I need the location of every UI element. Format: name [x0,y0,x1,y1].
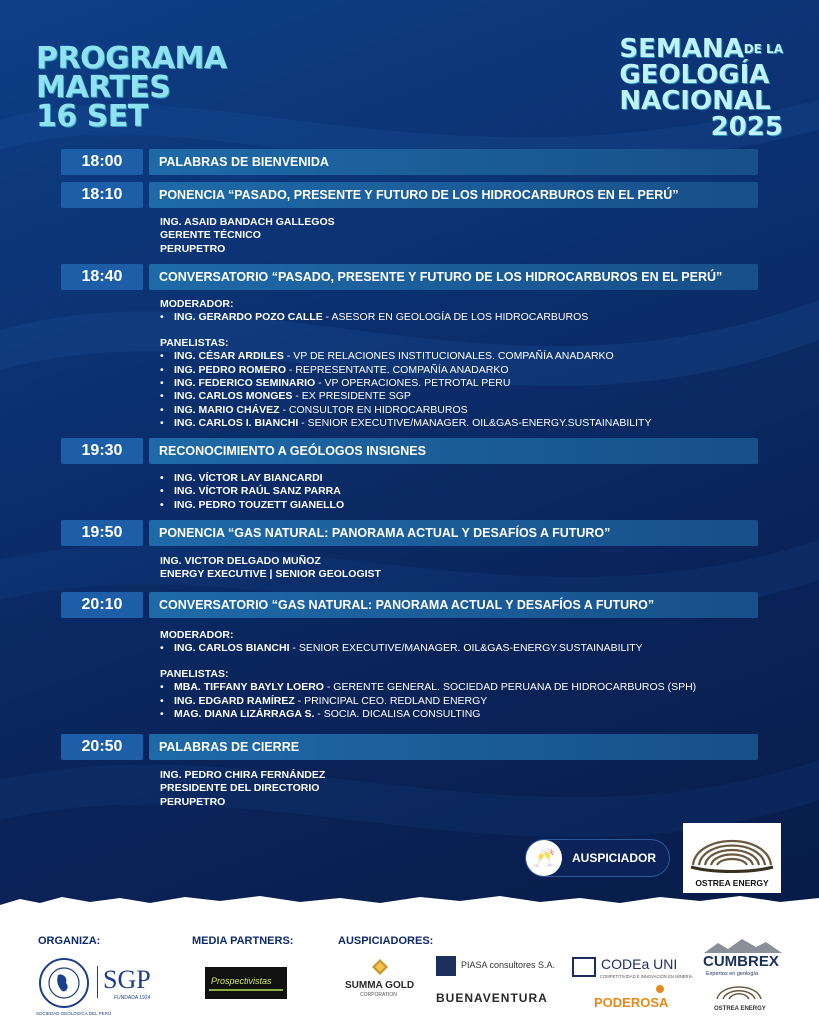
schedule-row [61,149,758,175]
sgp-founded: FUNDADA 1924 [114,995,151,1001]
session-details [160,629,696,721]
list-item: • ING. FEDERICO SEMINARIO - VP OPERACIONES. PETROTAL PERU [160,377,651,390]
list-item: • ING. CARLOS I. BIANCHI - SENIOR EXECUTIVE/MANAGER. OIL&GAS-ENERGY.SUSTAINABILITY [160,417,651,430]
session-title: RECONOCIMIENTO A GEÓLOGOS INSIGNES [149,438,758,464]
shell-icon [683,823,781,878]
session-title: PALABRAS DE CIERRE [149,734,758,760]
schedule-row [61,734,758,760]
speaker-line: ING. PEDRO CHIRA FERNÁNDEZ [160,769,326,781]
list-item: • ING. CARLOS MONGES - EX PRESIDENTE SGP [160,390,651,403]
speaker-line: PRESIDENTE DEL DIRECTORIO [160,782,320,795]
brand-year: 2025 [710,112,783,142]
list-item: • ING. EDGARD RAMÍREZ - PRINCIPAL CEO. REDLAND ENERGY [160,695,696,708]
torn-edge [0,891,819,911]
list-item: • MAG. DIANA LIZÁRRAGA S. - SOCIA. DICALISA CONSULTING [160,708,696,721]
program-title-line2: MARTES [36,70,171,105]
mountain-icon [704,939,782,953]
brand-line1: SEMANA [619,34,744,64]
session-title: CONVERSATORIO “GAS NATURAL: PANORAMA ACTUAL Y DESAFÍOS A FUTURO” [149,592,758,618]
ostrea-small-text: OSTREA ENERGY [714,1006,766,1012]
time-badge: 18:10 [61,182,143,208]
sgp-text: SGP [103,965,151,994]
summa-gold-text: SUMMA GOLD [345,980,415,991]
sponsor-badge [526,840,669,876]
auspiciadores-label: AUSPICIADORES: [338,935,434,947]
speaker-line: GERENTE TÉCNICO [160,229,261,242]
brand-line2: GEOLOGÍA [619,60,770,90]
time-badge: 19:50 [61,520,143,546]
program-title-line1: PROGRAMA [36,41,227,76]
list-item: • ING. GERARDO POZO CALLE - ASESOR EN GEOLOGÍA DE LOS HIDROCARBUROS [160,311,651,324]
codea-text: CODEa UNI [601,956,678,972]
time-badge: 20:10 [61,592,143,618]
piasa-text: PIASA consultores S.A. [461,960,556,970]
sgp-seal-icon [38,957,90,1009]
poderosa-text: PODEROSA [594,995,669,1010]
session-title: CONVERSATORIO “PASADO, PRESENTE Y FUTURO DE LOS HIDROCARBUROS EN EL PERÚ” [149,264,758,290]
schedule-row [61,438,758,464]
time-badge: 19:30 [61,438,143,464]
speaker-line: PERUPETRO [160,795,226,808]
schedule-row [61,520,758,546]
moderator-label: MODERADOR: [160,298,234,310]
buenaventura-text: BUENAVENTURA [436,991,548,1005]
ostrea-small-icon [713,981,765,1003]
cumbrex-sub: Expertos en geología [706,971,758,977]
prospectivistas-logo: Prospectivistas [205,967,287,999]
codea-icon [572,957,596,977]
list-item: • MBA. TIFFANY BAYLY LOERO - GERENTE GENERAL. SOCIEDAD PERUANA DE HIDROCARBUROS (SPH) [160,681,696,694]
speaker-line: ING. VICTOR DELGADO MUÑOZ [160,555,321,567]
summa-gold-sub: CORPORATION [360,992,397,998]
list-item: • ING. CARLOS BIANCHI - SENIOR EXECUTIVE/MANAGER. OIL&GAS-ENERGY.SUSTAINABILITY [160,642,696,655]
session-details [160,555,381,582]
brand-small: DE LA [743,42,783,56]
speaker-line: ENERGY EXECUTIVE | SENIOR GEOLOGIST [160,568,381,581]
session-details [160,472,344,512]
ostrea-label: OSTREA ENERGY [695,878,769,888]
list-item: • ING. VÍCTOR LAY BIANCARDI [160,472,344,485]
program-title [36,41,227,134]
champagne-icon: 🥂 [526,840,562,876]
footer [0,905,819,1024]
time-badge: 18:00 [61,149,143,175]
list-item: • ING. CÉSAR ARDILES - VP DE RELACIONES INSTITUCIONALES. COMPAÑÍA ANADARKO [160,350,651,363]
sponsor-label: AUSPICIADOR [572,851,657,865]
poderosa-dot-icon [656,985,664,993]
sgp-ring-text: SOCIEDAD GEOLÓGICA DEL PERÚ [36,1011,112,1016]
session-details [160,216,335,256]
schedule-row [61,592,758,618]
brand-line3: NACIONAL [619,86,771,116]
session-title: PONENCIA “PASADO, PRESENTE Y FUTURO DE LOS HIDROCARBUROS EN EL PERÚ” [149,182,758,208]
list-item: • ING. PEDRO ROMERO - REPRESENTANTE. COMPAÑÍA ANADARKO [160,364,651,377]
time-badge: 20:50 [61,734,143,760]
panelists-label: PANELISTAS: [160,667,229,680]
schedule-row [61,264,758,290]
session-details [160,298,651,431]
list-item: • ING. PEDRO TOUZETT GIANELLO [160,499,344,512]
moderator-label: MODERADOR: [160,629,234,641]
summa-gold-icon [371,958,389,976]
list-item: • ING. VÍCTOR RAÚL SANZ PARRA [160,485,344,498]
schedule-row [61,182,758,208]
media-partners-label: MEDIA PARTNERS: [192,935,294,947]
cumbrex-text: CUMBREX [703,953,779,970]
session-title: PALABRAS DE BIENVENIDA [149,149,758,175]
speaker-line: PERUPETRO [160,242,226,255]
time-badge: 18:40 [61,264,143,290]
panelists-label: PANELISTAS: [160,336,229,349]
event-logo [619,36,783,140]
list-item: • ING. MARIO CHÁVEZ - CONSULTOR EN HIDROCARBUROS [160,404,651,417]
program-title-line3: 16 SET [36,99,148,134]
ostrea-energy-logo [683,823,781,893]
session-details [160,769,325,809]
speaker-line: ING. ASAID BANDACH GALLEGOS [160,216,335,228]
codea-sub: COMPETITIVIDAD E INNOVACIÓN EN MINERÍA [600,974,693,979]
organiza-label: ORGANIZA: [38,935,101,947]
piasa-icon [436,956,456,976]
session-title: PONENCIA “GAS NATURAL: PANORAMA ACTUAL Y DESAFÍOS A FUTURO” [149,520,758,546]
